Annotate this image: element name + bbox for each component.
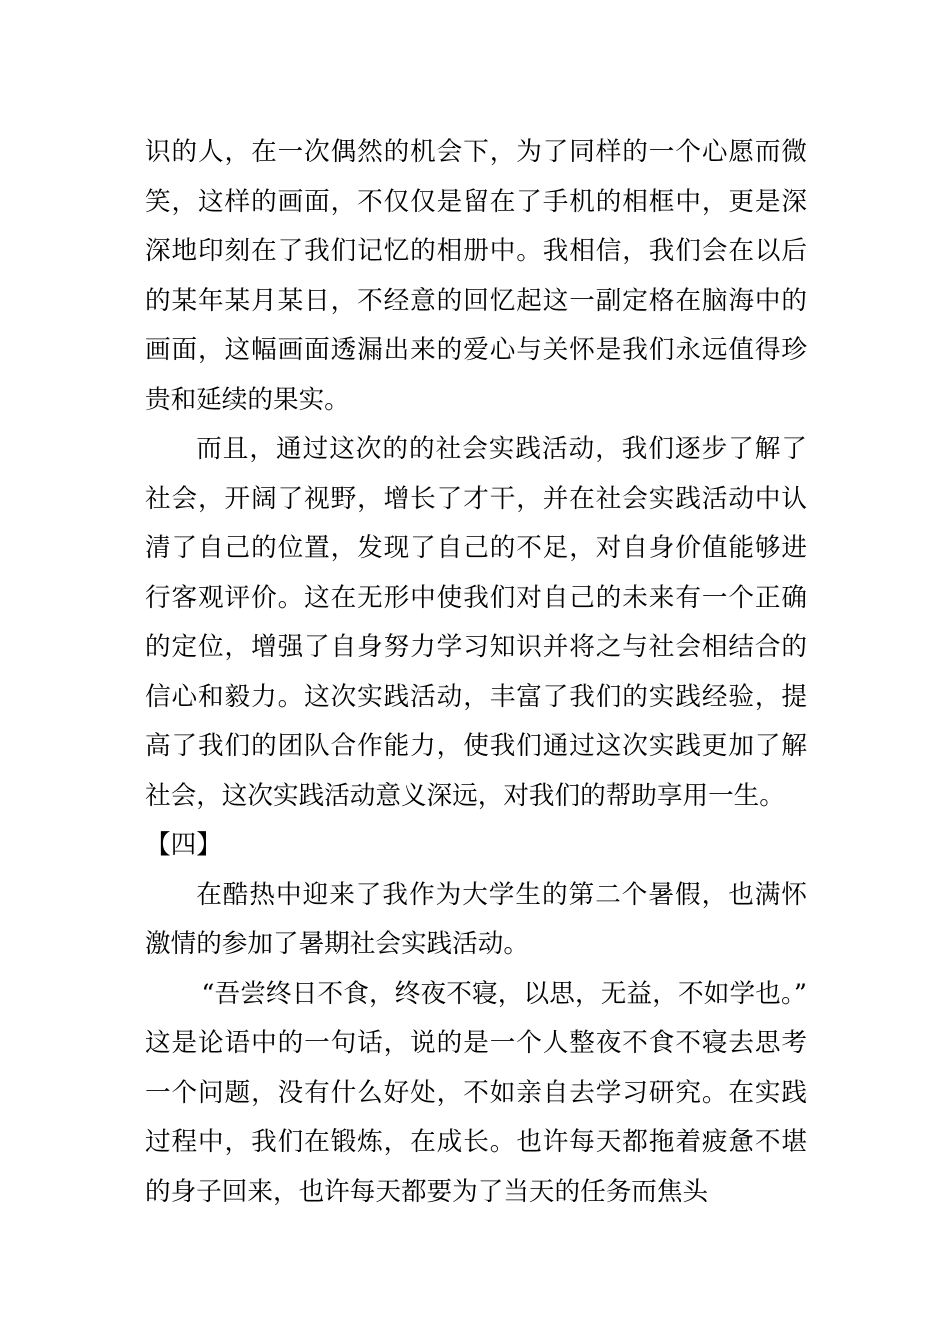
document-page <box>145 128 807 1217</box>
paragraph-summer-intro: 在酷热中迎来了我作为大学生的第二个暑假，也满怀激情的参加了暑期社会实践活动。 <box>145 879 807 959</box>
paragraph-social-practice: 而且，通过这次的的社会实践活动，我们逐步了解了社会，开阔了视野，增长了才干，并在社会实践活动中认清了自己的位置，发现了自己的不足，对自身价值能够进行客观评价。这在无形中使我们对自己的未来有一个正确的定位，增强了自身努力学习知识并将之与社会相结合的信心和毅力。这次实践活动，丰富了我们的实践经验，提高了我们的团队合作能力，使我们通过这次实践更加了解社会，这次实践活动意义深远，对我们的帮助享用一生。 <box>145 434 807 811</box>
paragraph-analects-quote: “吾尝终日不食，终夜不寝，以思，无益，不如学也。”这是论语中的一句话，说的是一个人整夜不食不寝去思考一个问题，没有什么好处，不如亲自去学习研究。在实践过程中，我们在锻炼，在成长。也许每天都拖着疲惫不堪的身子回来，也许每天都要为了当天的任务而焦头 <box>145 978 807 1207</box>
section-heading: 【四】 <box>145 830 222 860</box>
paragraph-continuation: 识的人，在一次偶然的机会下，为了同样的一个心愿而微笑，这样的画面，不仅仅是留在了手机的相框中，更是深深地印刻在了我们记忆的相册中。我相信，我们会在以后的某年某月某日，不经意的回忆起这一副定格在脑海中的画面，这幅画面透漏出来的爱心与关怀是我们永远值得珍贵和延续的果实。 <box>145 137 807 415</box>
